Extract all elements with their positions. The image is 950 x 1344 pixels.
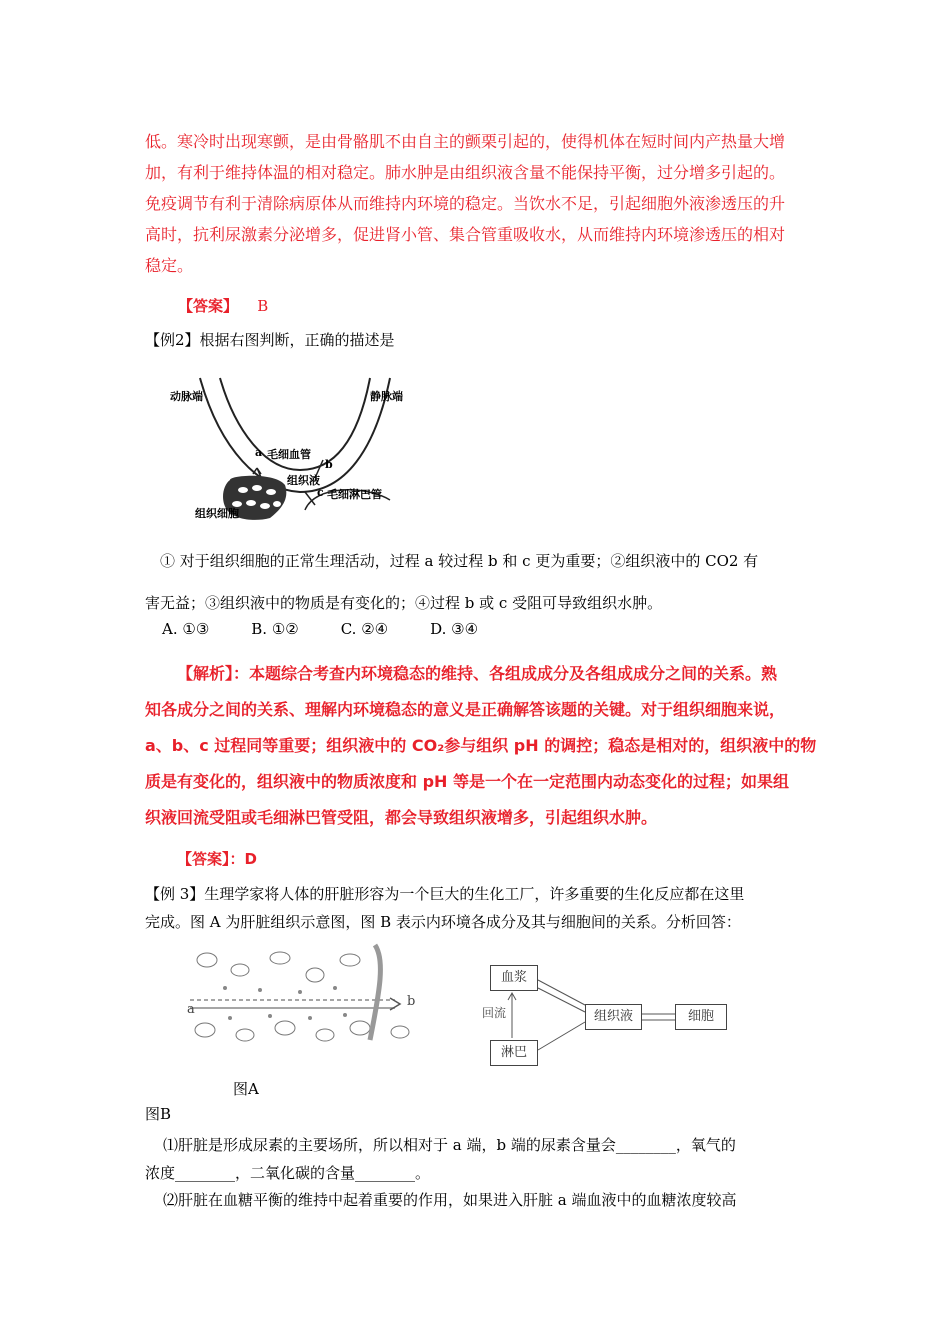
label-lymph-capillary: 毛细淋巴管 <box>327 488 382 501</box>
box-cell: 细胞 <box>675 1004 727 1030</box>
analysis-line: 免疫调节有利于清除病原体从而维持内环境的稳定。当饮水不足，引起细胞外液渗透压的升 <box>145 194 786 213</box>
analysis-line: 知各成分之间的关系、理解内环境稳态的意义是正确解答该题的关键。对于组织细胞来说， <box>145 700 786 719</box>
figure-a-liver-tissue <box>185 940 420 1050</box>
analysis-line: a、b、c 过程同等重要；组织液中的 CO₂参与组织 pH 的调控；稳态是相对的，组织液中的物 <box>145 736 817 755</box>
label-artery: 动脉端 <box>170 390 203 403</box>
figure-b-caption: 图B <box>145 1105 172 1123</box>
label-vein: 静脉端 <box>370 390 403 403</box>
example-3-line: 【例 3】生理学家将人体的肝脏形容为一个巨大的生化工厂，许多重要的生化反应都在这里 <box>145 885 745 903</box>
answer-label: 【答案】 <box>178 297 239 315</box>
label-b: b <box>325 458 333 471</box>
example-2-options <box>162 620 478 638</box>
box-tissue-fluid: 组织液 <box>585 1004 642 1030</box>
analysis-line: 低。寒冷时出现寒颤，是由骨骼肌不由自主的颤栗引起的，使得机体在短时间内产热量大增 <box>145 132 786 151</box>
label-capillary: 毛细血管 <box>267 448 311 461</box>
analysis-paragraph-1 <box>145 126 825 281</box>
option-c: C. ②④ <box>340 620 389 638</box>
capillary-diagram <box>165 360 425 530</box>
label-tissue-cell: 组织细胞 <box>195 507 239 520</box>
question-1 <box>145 1131 843 1187</box>
question-1-line: ⑴肝脏是形成尿素的主要场所，所以相对于 a 端，b 端的尿素含量会________，氧气的 <box>163 1136 736 1154</box>
label-tissue-fluid: 组织液 <box>287 474 320 487</box>
label-a: a <box>255 446 263 459</box>
example-2-stem <box>145 540 840 624</box>
question-2: ⑵肝脏在血糖平衡的维持中起着重要的作用，如果进入肝脏 a 端血液中的血糖浓度较高 <box>163 1191 737 1209</box>
analysis-line: 织液回流受阻或毛细淋巴管受阻，都会导致组织液增多，引起组织水肿。 <box>145 808 658 827</box>
answer-1 <box>178 295 268 316</box>
analysis-line: 高时，抗利尿激素分泌增多，促进肾小管、集合管重吸收水，从而维持内环境渗透压的相对 <box>145 225 786 244</box>
figure-a-label-b: b <box>407 994 416 1009</box>
figure-b-environment-diagram <box>482 960 735 1075</box>
label-c: c <box>317 486 324 499</box>
analysis-paragraph-2 <box>145 656 835 836</box>
analysis-line: 【解析】：本题综合考查内环境稳态的维持、各组成成分及各组成成分之间的关系。熟 <box>177 664 778 683</box>
example-3-line: 完成。图 A 为肝脏组织示意图，图 B 表示内环境各成分及其与细胞间的关系。分析回答： <box>145 913 741 931</box>
analysis-line: 质是有变化的，组织液中的物质浓度和 pH 等是一个在一定范围内动态变化的过程；如果组 <box>145 772 789 791</box>
question-1-line: 浓度________，二氧化碳的含量________。 <box>145 1164 431 1182</box>
answer-2: 【答案】：D <box>177 850 257 868</box>
option-a: A. ①③ <box>162 620 210 638</box>
answer-value: B <box>257 297 269 315</box>
figure-a-svg <box>185 940 420 1050</box>
box-lymph: 淋巴 <box>490 1040 538 1066</box>
label-reflux: 回流 <box>482 1006 507 1020</box>
box-plasma: 血浆 <box>490 965 538 991</box>
example-3-stem <box>145 880 835 936</box>
example-2-title: 【例2】根据右图判断，正确的描述是 <box>145 331 395 349</box>
stem-line: ① 对于组织细胞的正常生理活动，过程 a 较过程 b 和 c 更为重要；②组织液中的 CO2 有 <box>160 552 759 570</box>
option-d: D. ③④ <box>430 620 479 638</box>
figure-a-caption: 图A <box>233 1080 259 1098</box>
stem-line: 害无益；③组织液中的物质是有变化的；④过程 b 或 c 受阻可导致组织水肿。 <box>145 594 663 612</box>
analysis-line: 加，有利于维持体温的相对稳定。肺水肿是由组织液含量不能保持平衡，过分增多引起的。 <box>145 163 786 182</box>
option-b: B. ①② <box>251 620 299 638</box>
figure-a-label-a: a <box>187 1002 195 1017</box>
analysis-line: 稳定。 <box>145 256 194 275</box>
